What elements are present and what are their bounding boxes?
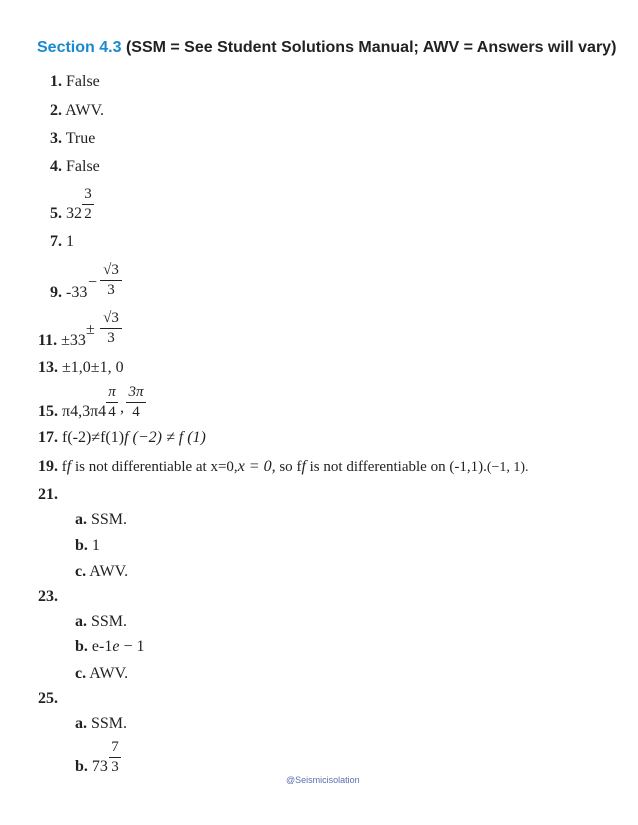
answer-number: 17. — [38, 429, 58, 446]
answer-number: 19. — [38, 458, 58, 475]
answer-23c — [75, 664, 128, 684]
answer-number: 15. — [38, 403, 58, 420]
part-label: b. — [75, 537, 88, 554]
answer-17 — [38, 428, 206, 448]
answer-4 — [50, 157, 100, 177]
answer-number: 13. — [38, 359, 58, 376]
part-text: SSM. — [91, 613, 128, 630]
footer-watermark: @Seismicisolation — [286, 775, 360, 785]
part-text: AWV. — [89, 563, 129, 580]
answer-text: AWV. — [65, 102, 104, 119]
answer-25 — [38, 689, 58, 709]
answer-text: π4,3π4 — [62, 403, 107, 420]
answer-text: x=0, — [210, 459, 238, 475]
answer-15 — [38, 402, 106, 422]
answer-text: f(-2)≠f(1) — [62, 429, 125, 446]
fraction-numerator: 7 — [111, 739, 119, 755]
fraction-numerator: π — [108, 384, 116, 400]
fraction-bar — [109, 757, 121, 758]
fraction-bar — [100, 280, 122, 281]
math-sign: − — [88, 274, 98, 291]
math-fraction — [106, 384, 118, 421]
answer-25b — [75, 757, 108, 777]
fraction-bar — [100, 328, 122, 329]
fraction-bar — [106, 402, 118, 403]
fraction-numerator: 3 — [84, 186, 92, 202]
answer-21b — [75, 536, 100, 556]
fraction-bar — [126, 402, 146, 403]
answer-25a — [75, 714, 127, 734]
answer-text: f — [296, 459, 302, 475]
part-text: 1 — [91, 537, 100, 554]
part-label: c. — [75, 665, 87, 682]
part-label: c. — [75, 563, 87, 580]
part-label: b. — [75, 758, 88, 775]
math-fraction — [100, 310, 122, 347]
answer-text: (-1,1). — [449, 459, 487, 475]
part-label: a. — [75, 511, 87, 528]
part-text: AWV. — [89, 665, 129, 682]
answer-2 — [50, 101, 104, 121]
section-heading — [37, 39, 616, 57]
math-expression: x = 0, — [237, 458, 276, 475]
answer-number: 2. — [50, 102, 62, 119]
math-fraction — [126, 384, 146, 421]
answer-text: 32 — [66, 205, 82, 222]
fraction-denominator: 3 — [111, 759, 119, 775]
answer-text: False — [66, 73, 100, 90]
part-label: a. — [75, 715, 87, 732]
answer-23a — [75, 612, 127, 632]
answer-23b — [75, 637, 144, 657]
section-number: Section 4.3 — [37, 39, 122, 56]
answer-number: 9. — [50, 284, 62, 301]
answer-13 — [38, 358, 124, 378]
answer-7 — [50, 232, 74, 252]
math-expression: (−1, 1). — [486, 460, 529, 475]
answer-11 — [38, 331, 86, 351]
fraction-bar — [82, 204, 94, 205]
answer-number: 25. — [38, 690, 58, 707]
fraction-numerator: 3π — [128, 384, 144, 400]
answer-21a — [75, 510, 127, 530]
answer-text: 1 — [66, 233, 74, 250]
answer-text: False — [66, 158, 100, 175]
math-expression: f (−2) ≠ f (1) — [124, 429, 206, 446]
answer-number: 1. — [50, 73, 62, 90]
math-comma: , — [120, 399, 124, 416]
answer-text: is not differentiable on — [305, 459, 450, 475]
answer-21c — [75, 562, 128, 582]
fraction-denominator: 4 — [132, 404, 140, 420]
part-text: SSM. — [91, 511, 128, 528]
answer-number: 3. — [50, 130, 62, 147]
math-fraction — [100, 262, 122, 299]
exponent-fraction — [82, 186, 94, 223]
answer-number: 23. — [38, 588, 58, 605]
answer-text: so — [275, 459, 297, 475]
math-expression: ±1, 0 — [90, 359, 124, 376]
answer-text: ±33 — [61, 332, 86, 349]
fraction-denominator: 3 — [107, 330, 115, 346]
math-expression: f — [301, 458, 306, 475]
answer-number: 11. — [38, 332, 58, 349]
answer-text: -33 — [66, 284, 88, 301]
part-label: b. — [75, 638, 88, 655]
part-text: 73 — [91, 758, 108, 775]
section-legend: (SSM = See Student Solutions Manual; AWV = Answers will vary) — [125, 39, 617, 56]
answer-number: 7. — [50, 233, 62, 250]
answer-5 — [50, 204, 82, 224]
answer-3 — [50, 129, 95, 149]
answer-text: is not differentiable at — [71, 459, 211, 475]
fraction-numerator: √3 — [103, 310, 119, 326]
answer-23 — [38, 587, 58, 607]
answer-number: 5. — [50, 205, 62, 222]
math-expression: f — [66, 458, 72, 475]
fraction-denominator: 3 — [107, 282, 115, 298]
answer-9 — [50, 283, 87, 303]
exponent-fraction — [109, 739, 121, 776]
part-text: e-1 — [91, 638, 113, 655]
fraction-numerator: √3 — [103, 262, 119, 278]
answer-text: True — [65, 130, 96, 147]
answer-number: 4. — [50, 158, 62, 175]
part-label: a. — [75, 613, 87, 630]
math-expression: e − 1 — [112, 638, 145, 655]
answer-text: f — [61, 459, 67, 475]
fraction-denominator: 4 — [108, 404, 116, 420]
math-sign: ± — [86, 321, 95, 338]
answer-21 — [38, 485, 58, 505]
answer-text: ±1,0 — [62, 359, 91, 376]
answer-19 — [38, 457, 529, 478]
part-text: SSM. — [91, 715, 128, 732]
answer-number: 21. — [38, 486, 58, 503]
answer-1 — [50, 72, 100, 92]
fraction-denominator: 2 — [84, 206, 92, 222]
